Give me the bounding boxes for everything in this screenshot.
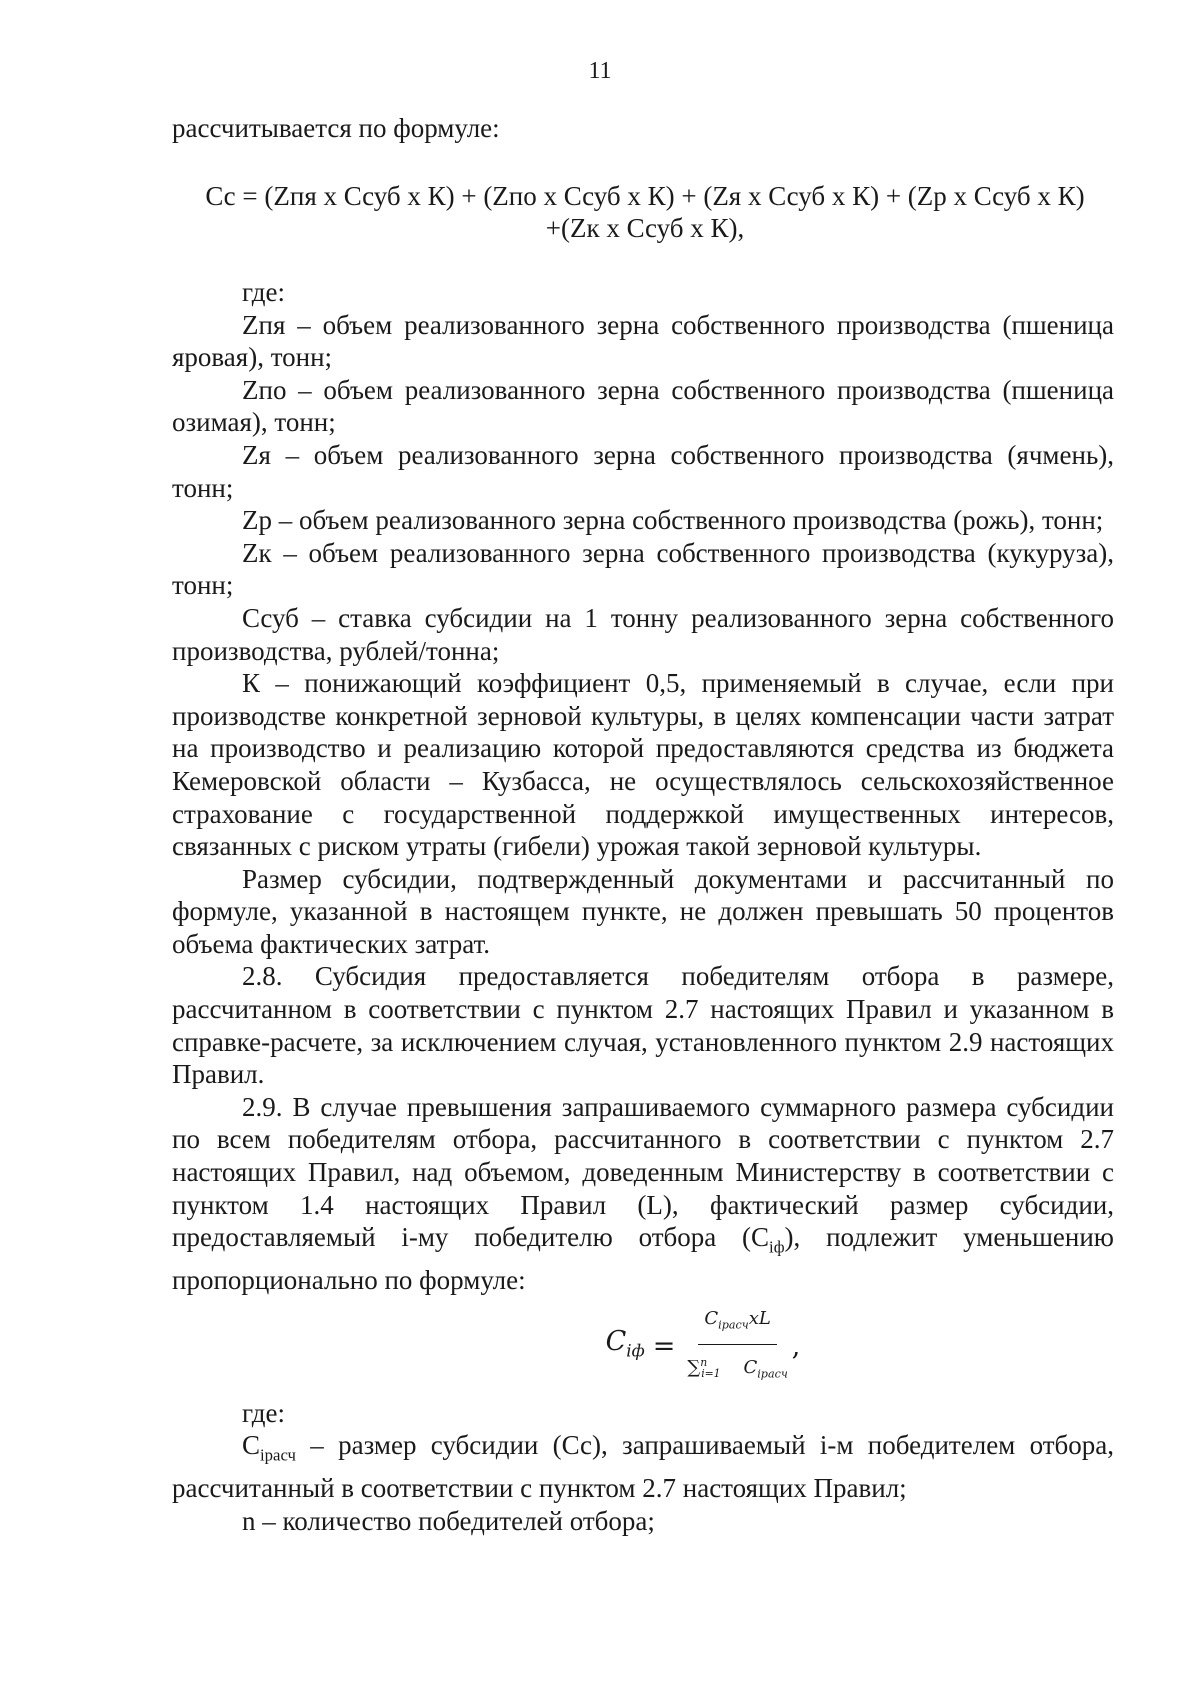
formula-trailing-comma: , [791, 1330, 801, 1362]
proportional-formula [172, 1297, 1114, 1397]
paragraph-2-9-text-after: ), подлежит уменьшению пропорционально по формуле: [172, 1222, 1114, 1296]
definition-z-py: Zпя – объем реализованного зерна собственного производства (пшеница яровая), тонн; [172, 309, 1114, 373]
definition-z-ya: Zя – объем реализованного зерна собственного производства (ячмень), тонн; [172, 439, 1114, 503]
where-label: где: [242, 277, 285, 307]
where-label-2: где: [242, 1397, 285, 1428]
formula-equals: = [652, 1330, 676, 1362]
formula-denominator: ∑$^n_{i=1}$ $C_{iрасч}$ [687, 1355, 788, 1381]
subsidy-formula [180, 180, 1110, 244]
formula-fraction [687, 1303, 787, 1391]
definition-c-irasch: $С_{iрасч}$ – размер субсидии (Сс), запрашиваемый i-м победителем отбора, рассчитанный в соответствии с пунктом 2.7 настоящих Правил; [172, 1430, 1114, 1504]
page-number: 11 [588, 58, 612, 84]
subsidy-formula-line1: Сс = (Zпя х Ссуб х К) + (Zпо х Ссуб х К) + (Zя х Ссуб х К) + (Zр х Ссуб х К) [205, 181, 1085, 211]
intro-line: рассчитывается по формуле: [172, 113, 500, 143]
definition-z-r: Zр – объем реализованного зерна собственного производства (рожь), тонн; [242, 505, 1104, 536]
paragraph-2-8: 2.8. Субсидия предоставляется победителям отбора в размере, рассчитанном в соответствии с пунктом 2.7 настоящих Правил и указанном в справке-расчете, за исключением случая, установленного пунктом 2.9 настоящих Правил. [172, 961, 1114, 1090]
formula-lhs: $C_{iф}$ [605, 1326, 645, 1361]
definition-c-sub: Ссуб – ставка субсидии на 1 тонну реализованного зерна собственного производства, рублей/тонна; [172, 602, 1114, 666]
paragraph-2-9 [172, 1091, 1114, 1297]
definition-z-k: Zк – объем реализованного зерна собственного производства (кукуруза), тонн; [172, 537, 1114, 601]
formula-numerator: $C_{iрасч}xL$ [698, 1303, 776, 1345]
paragraph-limit: Размер субсидии, подтвержденный документами и рассчитанный по формуле, указанной в настоящем пункте, не должен превышать 50 процентов объема фактических затрат. [172, 863, 1114, 959]
definition-k: К – понижающий коэффициент 0,5, применяемый в случае, если при производстве конкретной зерновой культуры, в целях компенсации части затрат на производство и реализацию которой предоставляются средства из бюджета Кемеровской области – Кузбасса, не осуществлялось сельскохозяйственное страхование с государственной поддержкой имущественных интересов, связанных с риском утраты (гибели) урожая такой зерновой культуры. [172, 668, 1114, 862]
paragraph-2-9-sub: iф [769, 1237, 785, 1257]
definition-z-po: Zпо – объем реализованного зерна собственного производства (пшеница озимая), тонн; [172, 374, 1114, 438]
document-body [172, 276, 1114, 1538]
definition-n: n – количество победителей отбора; [242, 1505, 655, 1536]
subsidy-formula-line2: +(Zк х Ссуб х К), [545, 213, 745, 243]
paragraph-2-9-text-before: 2.9. В случае превышения запрашиваемого суммарного размера субсидии по всем победителям отбора, рассчитанного в соответствии с пунктом 2.7 настоящих Правил, над объемом, доведенным Министерству в соответствии с пунктом 1.4 настоящих Правил (L), фактический размер субсидии, предоставляемый i-му победителю отбора (С [172, 1091, 1114, 1253]
